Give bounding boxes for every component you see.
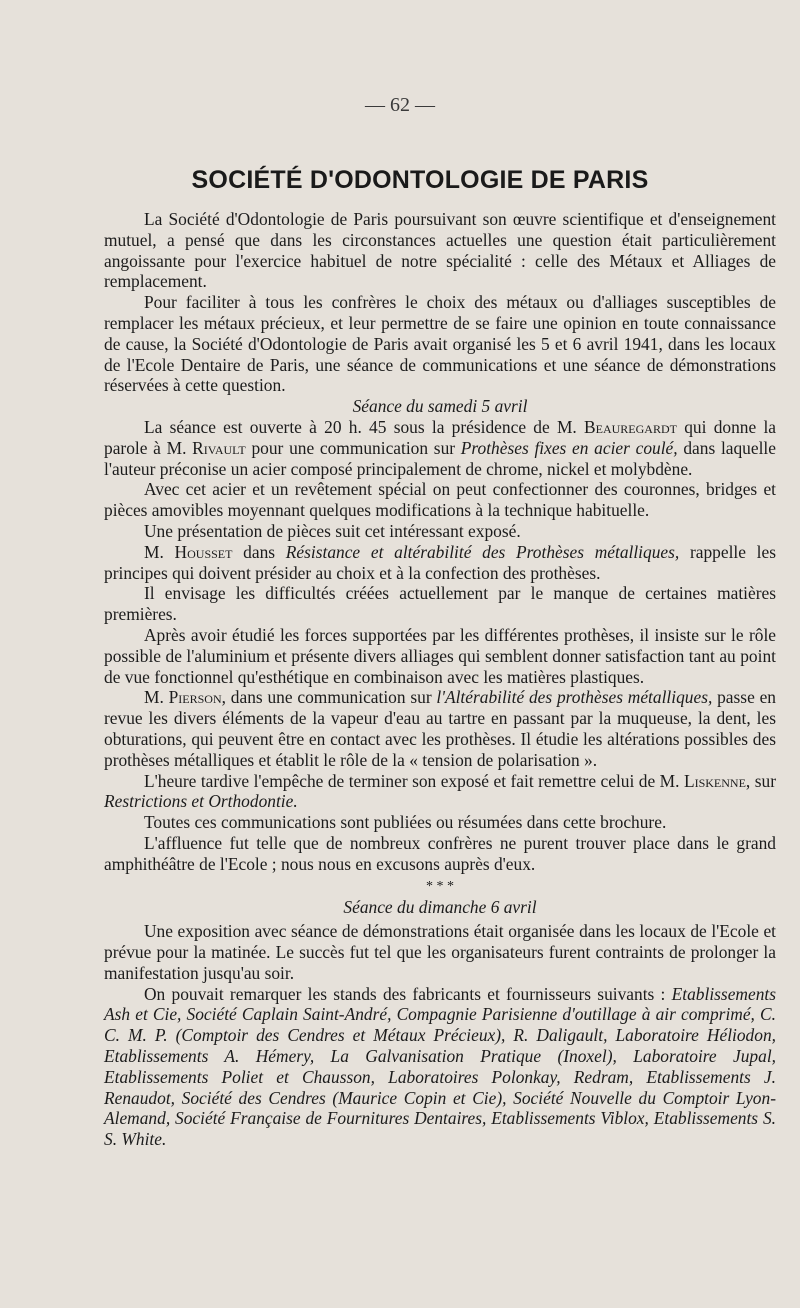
session-2-paragraph-1: Une exposition avec séance de démonstrations était organisée dans les locaux de l'Ecole et prévue pour la matinée. Le succès fut tel que les organisateurs furent contraints de prolonger la manifestation jusqu'au soir. [104,921,776,983]
communication-title: Restrictions et Orthodontie. [104,791,298,812]
article-body [104,209,776,1150]
session-1-paragraph-5: Il envisage les difficultés créées actuellement par le manque de certaines matières premières. [104,583,776,625]
session-2-paragraph-2: On pouvait remarquer les stands des fabricants et fournisseurs suivants : Etablissements Ash et Cie, Société Caplain Saint-André, Compagnie Parisienne d'outillage à air comprimé, C. C. M. P. (Comptoir des Cendres et Métaux Précieux), R. Daligault, Laboratoire Héliodon, Etablissements A. Hémery, La Galvanisation Pratique (Inoxel), Laboratoire Jupal, Etablissements Poliet et Chausson, Laboratoires Polonkay, Redram, Etablissements J. Renaudot, Société des Cendres (Maurice Copin et Cie), Société Nouvelle du Comptoir Lyon-Alemand, Société Française de Fournitures Dentaires, Etablissements Viblox, Etablissements S. S. White. [104,983,776,1150]
session-1-paragraph-4: M. Housset dans Résistance et altérabilité des Prothèses métalliques, rappelle les principes qui doivent présider au choix et à la confection des prothèses. [104,541,776,583]
communication-title: Prothèses fixes en acier coulé, [460,437,678,458]
person-name: Beauregardt [584,416,677,437]
session-1-paragraph-1: La séance est ouverte à 20 h. 45 sous la présidence de M. Beauregardt qui donne la parole à M. Rivault pour une communication sur Prothèses fixes en acier coulé, dans laquelle l'auteur préconise un acier composé principalement de chrome, nickel et molybdène. [104,416,776,479]
page-title: SOCIÉTÉ D'ODONTOLOGIE DE PARIS [191,166,649,194]
person-name: Housset [174,541,233,562]
exhibitor-list: Etablissements Ash et Cie, Société Caplain Saint-André, Compagnie Parisienne d'outillage à air comprimé, C. C. M. P. (Comptoir des Cendres et Métaux Précieux), R. Daligault, Laboratoire Héliodon, Etablissements A. Hémery, La Galvanisation Pratique (Inoxel), Laboratoire Jupal, Etablissements Poliet et Chausson, Laboratoires Polonkay, Redram, Etablissements J. Renaudot, Société des Cendres (Maurice Copin et Cie), Société Nouvelle du Comptoir Lyon-Alemand, Société Française de Fournitures Dentaires, Etablissements Viblox, Etablissements S. S. White. [104,983,776,1150]
intro-paragraph-1: La Société d'Odontologie de Paris poursuivant son œuvre scientifique et d'enseignement mutuel, a pensé que dans les circonstances actuelles une question était particulièrement angoissante pour l'exercice habituel de notre spécialité : celle des Métaux et Alliages de remplacement. [104,209,776,292]
session-1-paragraph-9: Toutes ces communications sont publiées ou résumées dans cette brochure. [144,812,667,833]
session-1-heading: Séance du samedi 5 avril [352,396,528,417]
session-1-paragraph-2: Avec cet acier et un revêtement spécial on peut confectionner des couronnes, bridges et pièces amovibles moyennant quelques modifications à la technique habituelle. [104,479,776,521]
communication-title: l'Altérabilité des prothèses métalliques, [436,687,713,708]
person-name: Pierson [168,687,222,708]
section-separator: * * * [426,878,454,894]
session-1-paragraph-3: Une présentation de pièces suit cet intéressant exposé. [144,520,521,541]
intro-paragraph-2: Pour faciliter à tous les confrères le choix des métaux ou d'alliages susceptibles de remplacer les métaux précieux, et leur permettre de se faire une opinion en toute connaissance de cause, la Société d'Odontologie de Paris avait organisé les 5 et 6 avril 1941, dans les locaux de l'Ecole Dentaire de Paris, une séance de communications et une séance de démonstrations réservées à cette question. [104,292,776,396]
session-1-paragraph-8: L'heure tardive l'empêche de terminer son exposé et fait remettre celui de M. Liskenne, sur Restrictions et Orthodontie. [104,770,776,812]
session-1-paragraph-10: L'affluence fut telle que de nombreux confrères ne purent trouver place dans le grand amphithéâtre de l'Ecole ; nous nous en excusons auprès d'eux. [104,832,776,874]
person-name: Rivault [192,437,246,458]
page-number: — 62 — [365,94,435,116]
session-1-paragraph-6: Après avoir étudié les forces supportées par les différentes prothèses, il insiste sur le rôle possible de l'aluminium et présente divers alliages qui semblent donner satisfaction tant au point de vue fonctionnel qu'esthétique en combinaison avec les matières plastiques. [104,624,776,687]
person-name: Liskenne [683,770,746,791]
session-2-heading: Séance du dimanche 6 avril [343,896,537,917]
communication-title: Résistance et altérabilité des Prothèses métalliques, [285,541,680,562]
session-1-paragraph-7: M. Pierson, dans une communication sur l'Altérabilité des prothèses métalliques, passe en revue les divers éléments de la vapeur d'eau au tartre en passant par la muqueuse, la dent, les obturations, qui peuvent être en contact avec les prothèses. Il étudie les altérations possibles des prothèses métalliques et établit le rôle de la « tension de polarisation ». [104,687,776,770]
